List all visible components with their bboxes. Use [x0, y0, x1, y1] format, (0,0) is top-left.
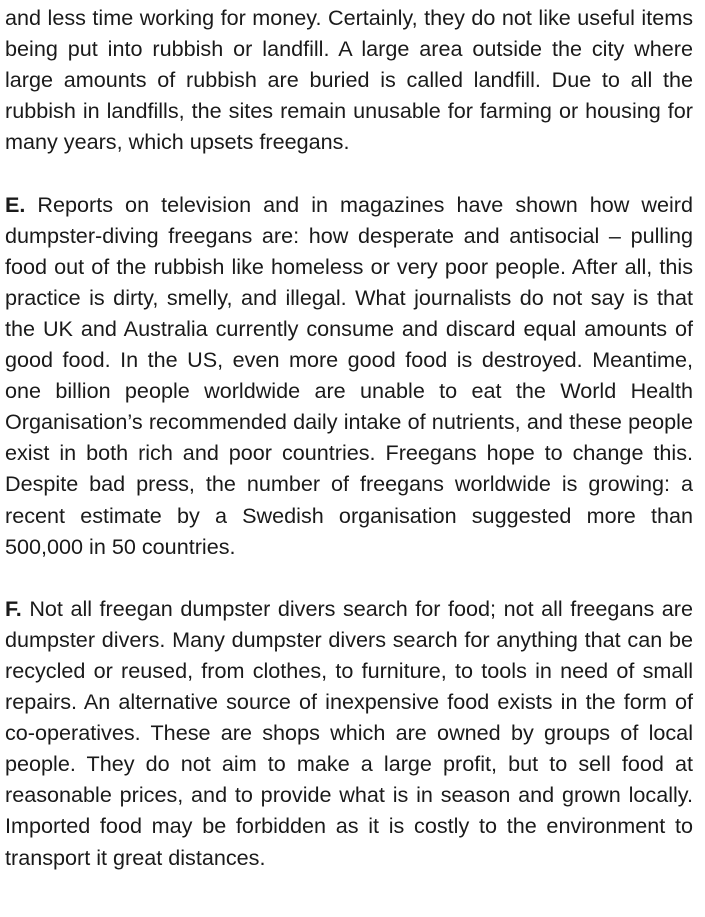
paragraph-text: and less time working for money. Certainly, they do not like useful items being put into rubbish or landfill. A large area outside the city where large amounts of rubbish are buried is called landfill. Due to all the rubbish in landfills, the sites remain unusable for farming or housing for many years, which upsets freegans. — [5, 5, 693, 155]
paragraph-letter: F. — [5, 595, 22, 621]
document-page — [5, 2, 693, 873]
paragraph-f — [5, 593, 693, 873]
paragraph-e — [5, 189, 693, 562]
paragraph-text: Reports on television and in magazines have shown how weird dumpster-diving freegans are: how desperate and antisocial – pulling food out of the rubbish like homeless or very poor people. After all, this practice is dirty, smelly, and illegal. What journalists do not say is that the UK and Australia currently consume and discard equal amounts of good food. In the US, even more good food is destroyed. Meantime, one billion people worldwide are unable to eat the World Health Organisation’s recommended daily intake of nutrients, and these people exist in both rich and poor countries. Freegans hope to change this. Despite bad press, the number of freegans worldwide is growing: a recent estimate by a Swedish organisation suggested more than 500,000 in 50 countries. — [5, 191, 693, 559]
paragraph-d-continued — [5, 2, 693, 157]
paragraph-text: Not all freegan dumpster divers search for food; not all freegans are dumpster divers. Many dumpster divers search for anything that can be recycled or reused, from clothes, to furniture, to tools in need of small repairs. An alternative source of inexpensive food exists in the form of co-operatives. These are shops which are owned by groups of local people. They do not aim to make a large profit, but to sell food at reasonable prices, and to provide what is in season and grown locally. Imported food may be forbidden as it is costly to the environment to transport it great distances. — [5, 595, 693, 870]
paragraph-letter: E. — [5, 191, 26, 217]
